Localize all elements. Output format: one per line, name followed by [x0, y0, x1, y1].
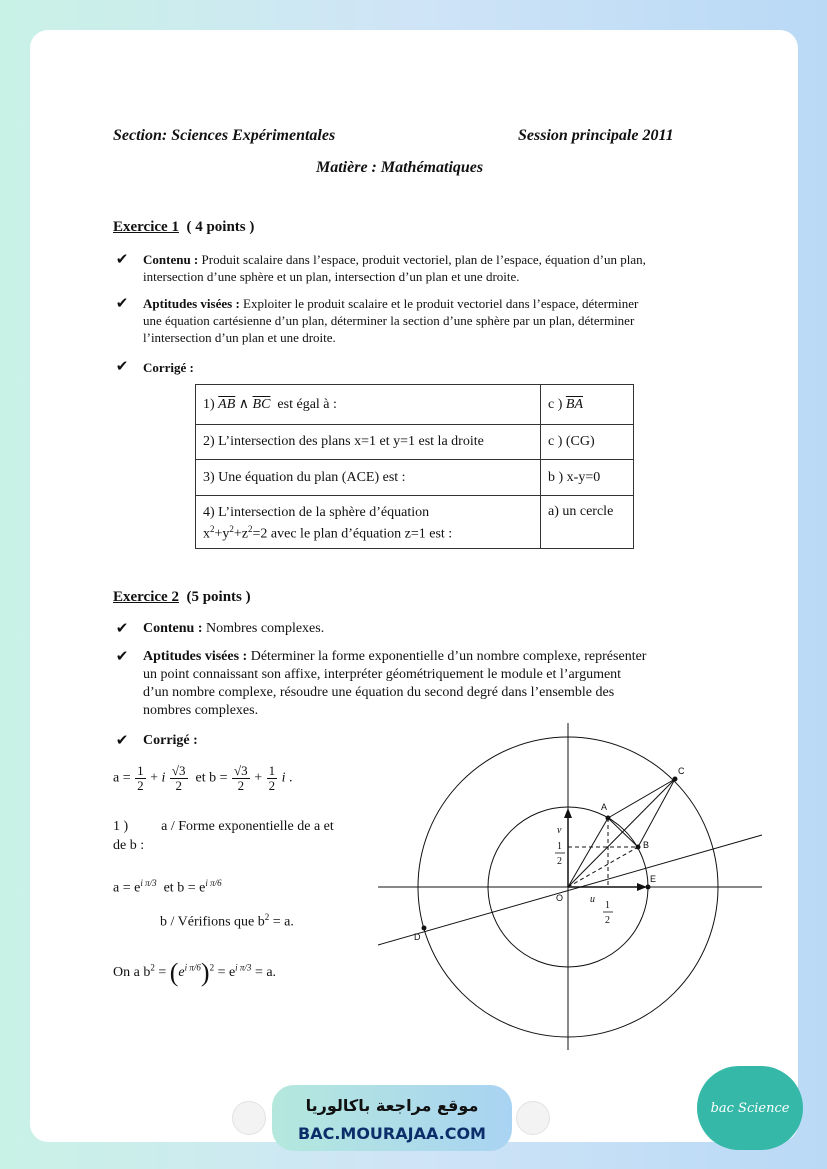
q4-x: x — [203, 526, 210, 542]
ex2-aptitudes-label: Aptitudes visées : — [143, 649, 248, 664]
footer-arabic: موقع مراجعة باكالوريا — [305, 1096, 479, 1115]
site-logo-icon — [516, 1101, 550, 1135]
vector-bc: $\overline{BC}$ — [252, 397, 271, 412]
ex1-title: Exercice 1 — [113, 219, 179, 235]
site-logo-icon — [232, 1101, 266, 1135]
complex-plane-figure — [370, 715, 770, 1060]
vector-ba: $\overline{BA}$ — [565, 396, 583, 412]
line-DB — [378, 835, 762, 945]
ex2-aptitudes-l4: nombres complexes. — [143, 703, 259, 718]
frac-num-x: 1 — [605, 900, 610, 911]
vector-ab: $\overline{AB}$ — [218, 397, 236, 412]
ex1-contenu — [143, 251, 723, 285]
q1-line — [113, 819, 334, 835]
label-v: v — [557, 825, 562, 836]
ex2-contenu — [143, 620, 324, 638]
point-B — [636, 845, 641, 850]
ex2-heading — [113, 589, 251, 606]
label-C: C — [678, 766, 685, 776]
ex1-heading — [113, 219, 254, 236]
table-cell — [541, 385, 634, 425]
a1-prefix: c ) — [548, 396, 563, 412]
footer-url[interactable]: BAC.MOURAJAA.COM — [298, 1124, 486, 1143]
exp: 2 — [210, 524, 215, 534]
table-row — [196, 385, 634, 425]
header-session: Session principale 2011 — [518, 127, 674, 144]
q4-z: +z — [233, 526, 249, 542]
ex2-corrige — [143, 732, 198, 750]
q1-prefix: 1) — [203, 397, 215, 412]
point-C — [673, 777, 678, 782]
label-E: E — [650, 874, 657, 884]
ona-line: On a $b^2 = (e^{i \pi/6})^2 = e^{i \pi/3} = a$. — [113, 958, 277, 987]
ex1-answer-table — [195, 384, 634, 549]
arrowhead-v — [564, 808, 572, 818]
i-symbol: i — [161, 770, 166, 786]
q4-line1: 4) L’intersection de la sphère d’équation — [203, 505, 430, 520]
ex2-points: (5 points ) — [186, 589, 251, 605]
label-u: u — [590, 894, 595, 905]
ex2-contenu-label: Contenu : — [143, 621, 203, 636]
ex2-aptitudes-l3: d’un nombre complexe, résoudre une équation du second degré dans l’ensemble des — [143, 685, 615, 700]
fraction: $\frac{√3}{2}$ — [234, 763, 248, 793]
et-b: et b = — [195, 770, 228, 786]
cross-op: ∧ — [238, 397, 250, 412]
ex1-aptitudes-l3: l’intersection d’un plan et une droite. — [143, 330, 336, 345]
header-matiere: Matière : Mathématiques — [316, 159, 484, 176]
fraction: $\frac{1}{2}$ — [137, 763, 144, 793]
check-icon: ✔ — [115, 733, 129, 749]
check-icon: ✔ — [115, 621, 129, 637]
q1a-text: a / Forme exponentielle de a et — [161, 819, 334, 834]
ex1-contenu-label: Contenu : — [143, 252, 199, 267]
ex2-aptitudes-l1: Déterminer la forme exponentielle d’un nombre complexe, représenter — [250, 649, 647, 664]
a-eq: a = — [113, 770, 131, 786]
ex1-aptitudes-l1: Exploiter le produit scalaire et le produit vectoriel dans l’espace, déterminer — [243, 296, 639, 311]
ex2-contenu-text: Nombres complexes. — [206, 621, 325, 636]
table-cell — [196, 385, 541, 425]
q4-rest: =2 avec le plan d’équation z=1 est : — [252, 526, 453, 542]
table-cell: a) un cercle — [541, 496, 634, 549]
exp-a: a = e — [113, 880, 141, 896]
ex1-contenu-l2: intersection d’une sphère et un plan, intersection d’un plan et une droite. — [143, 269, 520, 284]
ab-definition: a = $\frac{1}{2}$ + i $\frac{√3}{2}$ et b = $\frac{√3}{2}$ + $\frac{1}{2}$ i . — [113, 763, 293, 793]
bac-science-badge: bac Science — [697, 1066, 803, 1150]
ex2-aptitudes-l2: un point connaissant son affixe, interpréter géométriquement le module et l’argument — [143, 667, 622, 682]
ex2-corrige-label: Corrigé : — [143, 733, 198, 748]
exp: 2 — [248, 524, 253, 534]
label-B: B — [643, 840, 650, 850]
label-A: A — [601, 802, 608, 812]
point-E — [646, 885, 651, 890]
frac-num-y: 1 — [557, 841, 562, 852]
point-D — [422, 926, 427, 931]
exp: 2 — [229, 524, 234, 534]
ex1-aptitudes-label: Aptitudes visées : — [143, 296, 240, 311]
ex2-title: Exercice 2 — [113, 589, 179, 605]
table-row — [196, 496, 634, 549]
ex2-aptitudes — [143, 648, 733, 720]
ex1-points: ( 4 points ) — [186, 219, 255, 235]
check-icon: ✔ — [115, 359, 129, 375]
q4-y: +y — [214, 526, 230, 542]
q1-number: 1 ) — [113, 819, 129, 834]
ex1-contenu-l1: Produit scalaire dans l’espace, produit vectoriel, plan de l’espace, équation d’un plan, — [201, 252, 646, 267]
check-icon: ✔ — [115, 296, 129, 312]
ex1-aptitudes — [143, 295, 723, 346]
q1-line2: de b : — [113, 838, 145, 853]
exp-b: et b = e — [163, 880, 206, 896]
label-D: D — [414, 932, 421, 942]
check-icon: ✔ — [115, 252, 129, 268]
point-A — [606, 816, 611, 821]
table-cell: c ) (CG) — [541, 425, 634, 460]
exp-forms: $a = e^{i \pi/3}$ et $b = e^{i \pi/6}$ — [113, 878, 222, 896]
table-cell: 3) Une équation du plan (ACE) est : — [196, 460, 541, 496]
label-O: O — [556, 893, 564, 903]
q1b-line: b / Vérifions que $b^2 = a$. — [160, 912, 294, 930]
header-section: Section: Sciences Expérimentales — [113, 127, 336, 144]
table-cell: b ) x-y=0 — [541, 460, 634, 496]
ex1-aptitudes-l2: une équation cartésienne d’un plan, déterminer la section d’une sphère par un plan, déterminer — [143, 313, 635, 328]
segment-OC — [568, 779, 675, 887]
ex1-corrige-label: Corrigé : — [143, 360, 194, 375]
ex1-corrige — [143, 359, 194, 376]
fraction: $\frac{√3}{2}$ — [171, 763, 186, 793]
frac-den-y: 2 — [557, 856, 562, 867]
table-row — [196, 425, 634, 460]
check-icon: ✔ — [115, 649, 129, 665]
table-cell — [196, 496, 541, 549]
table-row — [196, 460, 634, 496]
q1-suffix: est égal à : — [277, 397, 337, 412]
table-cell: 2) L’intersection des plans x=1 et y=1 est la droite — [196, 425, 541, 460]
fraction: $\frac{1}{2}$ — [268, 763, 276, 793]
frac-den-x: 2 — [605, 915, 610, 926]
